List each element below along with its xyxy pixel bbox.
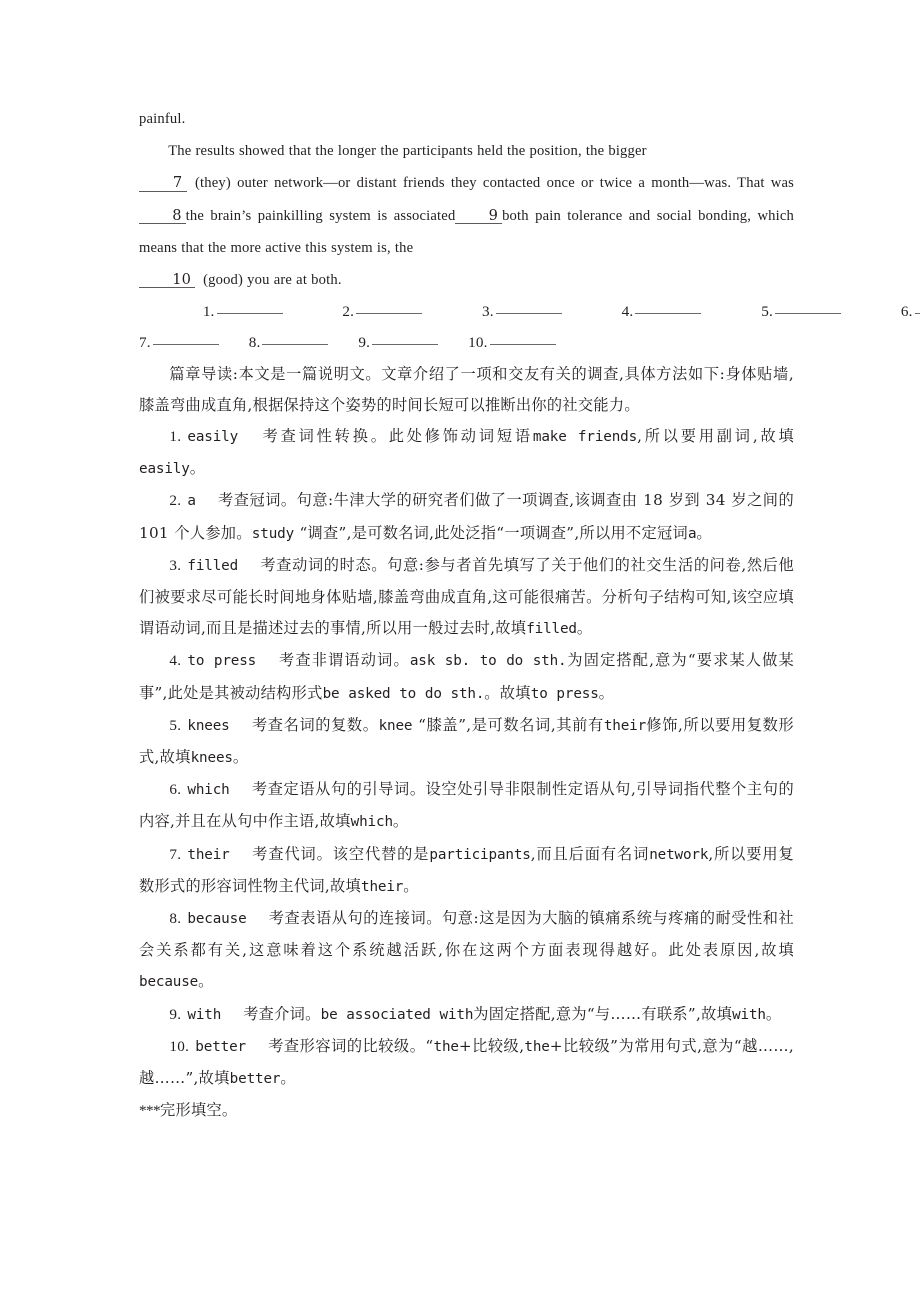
explanation-text-5b: “膝盖”,是可数名词,其前有: [412, 715, 604, 734]
explanation-text-3a: 考查动词的时态。句意:参与者首先填写了关于他们的社交生活的问卷,然后他们被要求尽可能长时间地身体贴墙,膝盖弯曲成直角,这可能很痛苦。分析句子结构可知,该空应填谓语动词,而且是描述过去的事情,所以用一般过去时,故填: [139, 555, 794, 638]
answer-slot-7[interactable]: [139, 327, 219, 358]
explanation-text-4b: 为固定搭配,意为“要求某人做某事”,此处是其被动结构形式: [139, 651, 794, 702]
explanation-answer-4: to press: [187, 653, 257, 670]
answer-rule-8[interactable]: [262, 344, 328, 345]
answer-number-2: 2.: [342, 303, 355, 321]
answer-number-8: 8.: [248, 334, 261, 352]
explanation-text-1a: 考查词性转换。此处修饰动词短语: [260, 427, 533, 446]
answer-rule-4[interactable]: [635, 313, 701, 314]
explanation-en-7c: their: [361, 878, 404, 895]
explanation-en-9b: with: [732, 1006, 766, 1023]
passage-text-c: the brain’s painkilling system is associated: [185, 207, 456, 224]
explanation-text-8a: 考查表语从句的连接词。句意:这是因为大脑的镇痛系统与疼痛的耐受性和社会关系都有关,这意味着这个系统越活跃,你在这两个方面表现得越好。此处表原因,故填: [139, 909, 794, 960]
explanation-text-3b: 。: [576, 619, 593, 638]
explanation-en-5b: their: [603, 717, 647, 734]
footer-label: 完形填空。: [159, 1101, 238, 1120]
explanation-number-4: 4.: [169, 652, 182, 670]
explanation-text-10a: 考查形容词的比较级。“: [267, 1036, 434, 1055]
answer-rule-5[interactable]: [775, 313, 841, 314]
explanation-en-3a: filled: [526, 621, 577, 638]
explanation-text-1b: ,所以要用副词,故填: [637, 427, 794, 446]
explanation-answer-1: easily: [187, 429, 239, 446]
answer-slot-6[interactable]: [869, 296, 920, 327]
blank-10[interactable]: 10: [139, 272, 195, 288]
explanation-en-10c: better: [229, 1071, 281, 1088]
explanation-answer-9: with: [187, 1006, 222, 1023]
explanation-text-2a: 考查冠词。句意:牛津大学的研究者们做了一项调查,该调查由 18 岁到 34 岁之间的 101 个人参加。: [139, 491, 794, 542]
answer-slot-2[interactable]: [311, 296, 423, 327]
explanation-text-4d: 。: [598, 683, 615, 702]
explanation-text-8b: 。: [198, 972, 214, 991]
explanation-text-9c: 。: [765, 1004, 782, 1023]
explanation-item-2: [139, 485, 794, 549]
answer-rule-9[interactable]: [372, 344, 438, 345]
explanation-text-1c: 。: [189, 459, 206, 478]
answer-slot-10[interactable]: [468, 327, 555, 358]
explanation-number-9: 9.: [169, 1005, 182, 1023]
answer-number-10: 10.: [468, 334, 488, 352]
explanation-text-7d: 。: [403, 876, 419, 895]
explanation-en-4b: be asked to do sth.: [322, 685, 485, 702]
passage-text-a: The results showed that the longer the participants held the position, the bigger: [168, 143, 647, 160]
explanation-en-4a: ask sb. to do sth.: [409, 653, 567, 670]
answer-rule-10[interactable]: [490, 344, 556, 345]
answer-rule-1[interactable]: [217, 313, 283, 314]
answer-rule-7[interactable]: [153, 344, 219, 345]
explanation-number-1: 1.: [169, 428, 182, 446]
explanation-en-5c: knees: [190, 750, 233, 767]
explanation-answer-5: knees: [187, 717, 230, 734]
passage-section: [139, 103, 794, 296]
explanation-answer-7: their: [187, 846, 230, 863]
explanation-en-2a: study: [251, 525, 295, 542]
footer-stars: ***: [139, 1102, 160, 1120]
explanation-en-9a: be associated with: [320, 1006, 474, 1023]
explanation-number-2: 2.: [169, 492, 182, 510]
explanation-text-6b: 。: [392, 812, 409, 831]
explanation-en-1b: easily: [139, 461, 190, 478]
passage-text-d: both pain tolerance and social bonding, which means that the more active this system is, the: [139, 207, 794, 256]
explanation-item-7: [139, 839, 794, 903]
explanation-en-10a: the: [433, 1038, 459, 1055]
explanation-en-2b: a: [687, 525, 697, 542]
explanation-text-7c: ,所以要用复数形式的形容词性物主代词,故填: [139, 844, 794, 895]
answer-rule-6[interactable]: [915, 313, 920, 314]
answer-row-1: [139, 296, 913, 327]
blank-9[interactable]: 9: [455, 208, 502, 224]
explanation-text-2b: “调查”,是可数名词,此处泛指“一项调查”,所以用不定冠词: [294, 523, 688, 542]
explanation-text-7a: 考查代词。该空代替的是: [251, 844, 430, 863]
explanation-en-1a: make friends: [532, 429, 638, 446]
explanation-text-5d: 。: [232, 748, 249, 767]
answer-slot-9[interactable]: [358, 327, 438, 358]
explanation-item-9: [139, 999, 794, 1031]
answer-number-1: 1.: [202, 303, 215, 321]
explanation-item-1: [139, 421, 794, 485]
explanation-text-6a: 考查定语从句的引导词。设空处引导非限制性定语从句,引导词指代整个主句的内容,并且在从句中作主语,故填: [139, 780, 794, 831]
reading-guide-label: 篇章导读:: [169, 364, 239, 383]
explanation-text-9a: 考查介词。: [243, 1004, 321, 1023]
explanation-item-6: [139, 774, 794, 838]
explanation-number-5: 5.: [169, 716, 182, 734]
explanation-item-5: [139, 710, 794, 774]
blank-7[interactable]: 7: [139, 175, 187, 191]
explanation-answer-3: filled: [187, 557, 239, 574]
answer-row-2: [139, 327, 794, 358]
reading-guide-text: 本文是一篇说明文。文章介绍了一项和交友有关的调查,具体方法如下:身体贴墙,膝盖弯曲成直角,根据保持这个姿势的时间长短可以推断出你的社交能力。: [139, 364, 794, 414]
explanation-number-3: 3.: [169, 556, 182, 574]
explanation-answer-6: which: [187, 782, 230, 799]
explanation-item-3: [139, 550, 794, 646]
explanation-number-10: 10.: [169, 1037, 190, 1055]
explanation-text-10d: 。: [280, 1069, 296, 1088]
answer-slot-8[interactable]: [249, 327, 329, 358]
explanation-en-6a: which: [350, 814, 393, 831]
explanation-text-4a: 考查非谓语动词。: [278, 651, 410, 670]
explanation-text-7b: ,而且后面有名词: [530, 844, 650, 863]
blank-8[interactable]: 8: [139, 208, 186, 224]
explanation-item-4: [139, 645, 794, 709]
passage-text-e: (good) you are at both.: [203, 272, 342, 289]
explanation-en-8a: because: [139, 974, 199, 991]
explanation-answer-8: because: [187, 911, 247, 928]
answer-number-4: 4.: [621, 303, 634, 321]
answer-number-9: 9.: [358, 334, 371, 352]
explanation-answer-2: a: [187, 493, 196, 510]
explanation-text-4c: 。故填: [484, 683, 531, 702]
explanation-text-10c: +比较级”为常用句式,意为“越……,越……”,故填: [139, 1036, 795, 1088]
explanation-en-7a: participants: [429, 846, 531, 863]
answer-number-6: 6.: [900, 303, 913, 321]
answer-slot-5[interactable]: [729, 296, 841, 327]
answer-slot-3[interactable]: [450, 296, 562, 327]
orphan-line-text: painful.: [139, 111, 186, 127]
explanation-text-5a: 考查名词的复数。: [251, 715, 379, 734]
answer-slot-4[interactable]: [590, 296, 702, 327]
footer-note: [139, 1095, 794, 1126]
orphan-line: [139, 103, 794, 135]
explanation-answer-10: better: [195, 1038, 246, 1055]
answer-rule-3[interactable]: [496, 313, 562, 314]
answer-rule-2[interactable]: [356, 313, 422, 314]
explanation-item-8: [139, 903, 794, 999]
page-content: [139, 103, 913, 1127]
explanation-text-9b: 为固定搭配,意为“与……有联系”,故填: [473, 1004, 733, 1023]
explanation-en-7b: network: [649, 846, 709, 863]
reading-guide: [139, 359, 794, 421]
explanation-text-10b: +比较级,: [458, 1036, 525, 1055]
answer-number-3: 3.: [482, 303, 494, 321]
explanation-en-5a: knee: [378, 717, 413, 734]
answer-number-5: 5.: [761, 303, 773, 321]
passage-text-b: (they) outer network—or distant friends they contacted once or twice a month—was. That was: [195, 175, 794, 192]
explanation-number-8: 8.: [169, 910, 182, 928]
explanation-item-10: [139, 1031, 794, 1095]
explanation-text-2c: 。: [696, 523, 712, 542]
answer-grid: [139, 296, 913, 358]
passage-paragraph: [139, 135, 794, 296]
explanation-number-6: 6.: [169, 781, 182, 799]
answer-number-7: 7.: [139, 334, 151, 352]
explanation-en-4c: to press: [530, 685, 599, 702]
explanation-en-10b: the: [524, 1038, 550, 1055]
explanation-text-5c: 修饰,所以要用复数形式,故填: [139, 715, 794, 767]
explanation-number-7: 7.: [169, 845, 182, 863]
answer-slot-1[interactable]: [171, 296, 283, 327]
